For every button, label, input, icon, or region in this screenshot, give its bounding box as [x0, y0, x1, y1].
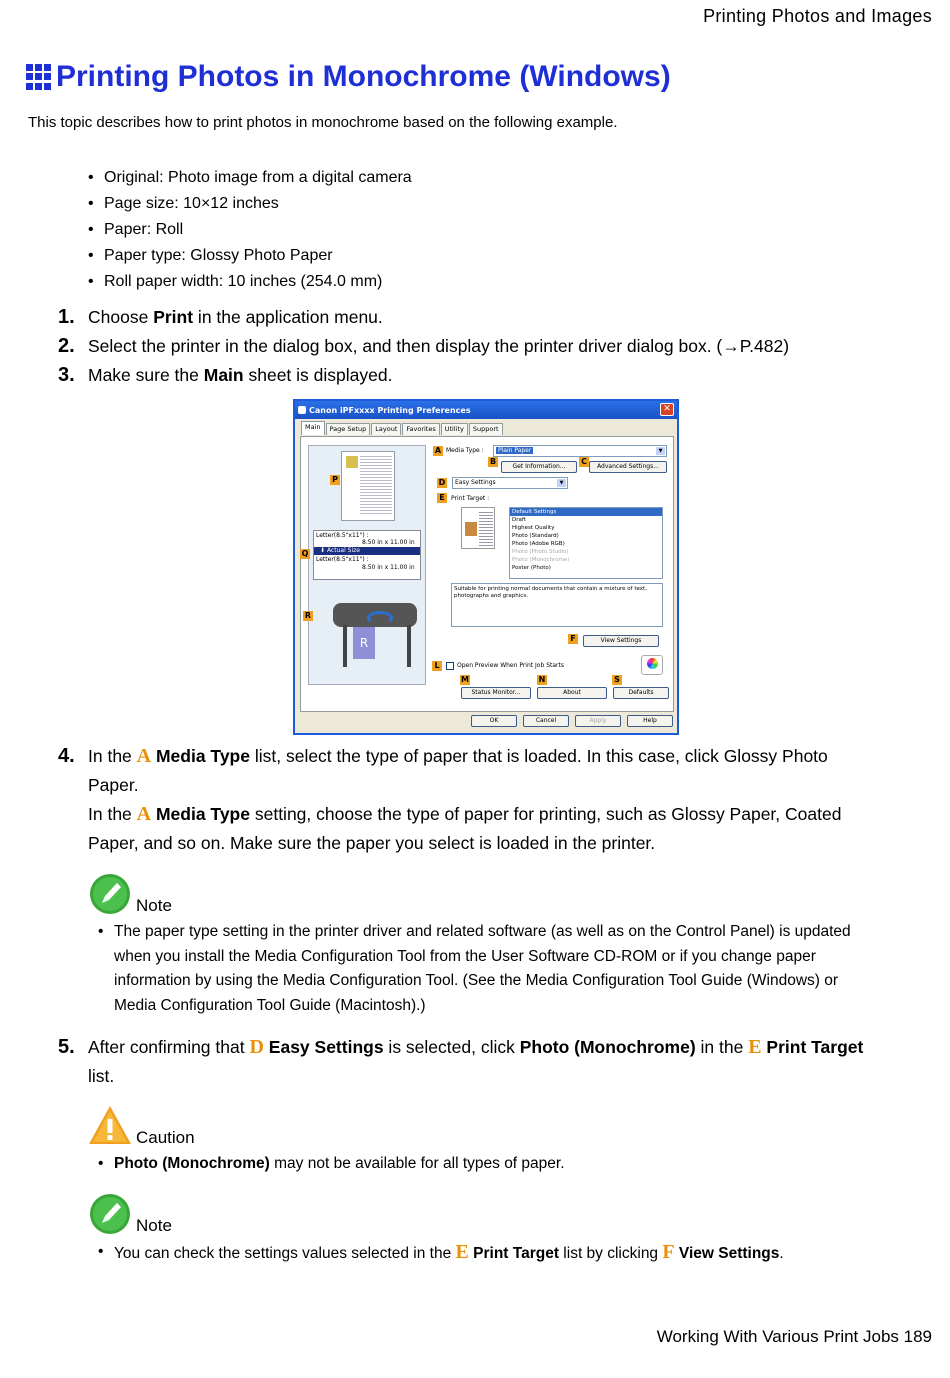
printer-illustration: R: [323, 597, 419, 669]
label-d: D: [438, 478, 446, 487]
color-wheel-icon[interactable]: [641, 655, 663, 675]
step-2: [58, 332, 928, 361]
print-target-label: Print Target :: [451, 495, 490, 502]
warning-icon: [88, 1104, 132, 1148]
note-item: • The paper type setting in the printer driver and related software (as well as on the Control Panel) is updated when you install the Media Configuration Tool from the User Software CD-ROM or if you change paper information by using the Media Configuration Tool. (See the Media Configuration Tool Guide (Windows) or Media Configuration Tool Guide (Macintosh).): [98, 923, 851, 1014]
step-number: 4.: [58, 745, 75, 767]
callout-letter: A: [136, 745, 152, 767]
note-block: [88, 1190, 874, 1267]
size-value: 8.50 in x 11.00 in: [362, 564, 415, 571]
media-type-label: Media Type :: [446, 447, 484, 454]
label-b: B: [489, 457, 497, 466]
list-item[interactable]: Draft: [512, 517, 526, 523]
printing-preferences-dialog: [293, 399, 679, 735]
caution-block: [88, 1102, 874, 1177]
step-text: Make sure the: [88, 365, 204, 385]
step-number: 3.: [58, 364, 75, 386]
open-preview-checkbox[interactable]: [446, 662, 454, 670]
list-item: • Paper type: Glossy Photo Paper: [88, 246, 412, 272]
callout-letter: E: [455, 1241, 469, 1263]
label-f: F: [568, 634, 578, 644]
get-information-button[interactable]: Get Information...: [501, 461, 577, 473]
note-block: [88, 870, 874, 1018]
step-1: [58, 303, 868, 332]
size-label: Letter(8.5"x11") :: [316, 556, 369, 563]
grid-icon: [26, 64, 52, 90]
list-item: • Original: Photo image from a digital camera: [88, 168, 412, 194]
tab-main[interactable]: Main: [301, 421, 325, 435]
label-q: Q: [301, 549, 309, 558]
defaults-button[interactable]: Defaults: [613, 687, 669, 699]
step-text: in the application menu.: [193, 307, 383, 327]
about-button[interactable]: About: [537, 687, 607, 699]
list-item[interactable]: Poster (Photo): [512, 565, 551, 571]
running-footer: Working With Various Print Jobs 189: [656, 1327, 932, 1346]
target-thumbnail: [461, 507, 495, 549]
printer-icon: [298, 406, 306, 414]
chevron-down-icon: ▼: [656, 447, 665, 455]
step-5: 5. After confirming that D Easy Settings is selected, click Photo (Monochrome) in the E Print Target list.: [58, 1033, 868, 1091]
page-title-row: [26, 60, 671, 94]
print-target-list[interactable]: [509, 507, 663, 579]
step-paragraph: In the A Media Type setting, choose the type of paper for printing, such as Glossy Paper, Coated Paper, and so on. Make sure the paper you select is loaded in the printer.: [88, 803, 842, 853]
note-label: Note: [136, 896, 172, 915]
list-item[interactable]: Photo (Standard): [512, 533, 559, 539]
note-item: • You can check the settings values selected in the E Print Target list by clicking F View Settings.: [98, 1241, 784, 1263]
size-label: Letter(8.5"x11") :: [316, 532, 369, 539]
cancel-button[interactable]: Cancel: [523, 715, 569, 727]
step-text: Select the printer in the dialog box, and then display the printer driver dialog box. (→P.482): [88, 336, 790, 356]
step-4: [58, 742, 868, 858]
list-item: • Page size: 10×12 inches: [88, 194, 412, 220]
list-item: • Roll paper width: 10 inches (254.0 mm): [88, 272, 412, 298]
step-number: 1.: [58, 306, 75, 328]
step-number: 5.: [58, 1036, 75, 1058]
note-label: Note: [136, 1216, 172, 1235]
size-info-box: [313, 530, 421, 580]
list-item[interactable]: Default Settings: [510, 508, 662, 516]
main-panel: [300, 436, 674, 712]
help-button[interactable]: Help: [627, 715, 673, 727]
dialog-titlebar: [295, 401, 677, 419]
pencil-note-icon: [88, 872, 132, 916]
list-item[interactable]: Highest Quality: [512, 525, 555, 531]
step-paragraph: In the A Media Type list, select the type of paper that is loaded. In this case, click Glossy Photo Paper.: [88, 745, 828, 795]
tab-layout[interactable]: Layout: [371, 423, 401, 435]
tab-page-setup[interactable]: Page Setup: [326, 423, 371, 435]
label-e: E: [437, 493, 447, 503]
list-item[interactable]: Photo (Monochrome): [512, 557, 570, 563]
caution-label: Caution: [136, 1128, 195, 1147]
close-icon[interactable]: ✕: [660, 403, 674, 416]
view-settings-button[interactable]: View Settings: [583, 635, 659, 647]
list-item[interactable]: Photo (Adobe RGB): [512, 541, 565, 547]
label-l: L: [432, 661, 442, 671]
step-text: sheet is displayed.: [243, 365, 393, 385]
step-number: 2.: [58, 335, 75, 357]
label-s: S: [612, 675, 622, 685]
label-p: P: [330, 475, 340, 485]
step-keyword: Print: [153, 307, 194, 327]
dialog-tabs: [301, 423, 504, 435]
label-r: R: [304, 611, 312, 620]
callout-letter: A: [136, 803, 152, 825]
running-header: Printing Photos and Images: [703, 6, 932, 26]
callout-letter: E: [748, 1036, 762, 1058]
pencil-note-icon: [88, 1192, 132, 1236]
open-preview-label: Open Preview When Print Job Starts: [457, 662, 564, 669]
callout-letter: F: [662, 1241, 675, 1263]
tab-utility[interactable]: Utility: [441, 423, 468, 435]
list-item: • Paper: Roll: [88, 220, 412, 246]
chevron-down-icon: ▼: [557, 479, 566, 487]
ok-button[interactable]: OK: [471, 715, 517, 727]
description-box: Suitable for printing normal documents that contain a mixture of text, photographs and graphics.: [451, 583, 663, 627]
apply-button[interactable]: Apply: [575, 715, 621, 727]
step-3: [58, 361, 868, 390]
page-preview: [341, 451, 395, 521]
callout-letter: D: [249, 1036, 264, 1058]
media-type-select[interactable]: Plain Paper ▼: [493, 445, 667, 457]
dialog-title: Canon iPFxxxx Printing Preferences: [309, 405, 471, 415]
easy-settings-select[interactable]: Easy Settings ▼: [452, 477, 568, 489]
example-list: [88, 168, 412, 298]
caution-item: • Photo (Monochrome) may not be available for all types of paper.: [98, 1155, 565, 1172]
tab-support[interactable]: Support: [469, 423, 503, 435]
label-n: N: [538, 675, 546, 684]
step-keyword: Main: [203, 365, 244, 385]
list-item[interactable]: Photo (Photo Studio): [512, 549, 569, 555]
label-c: C: [579, 457, 589, 467]
advanced-settings-button[interactable]: Advanced Settings...: [589, 461, 667, 473]
step-text: Choose: [88, 307, 154, 327]
intro-text: This topic describes how to print photos in monochrome based on the following example.: [28, 114, 618, 131]
page-title: Printing Photos in Monochrome (Windows): [56, 60, 671, 93]
size-value: 8.50 in x 11.00 in: [362, 539, 415, 546]
status-monitor-button[interactable]: Status Monitor...: [461, 687, 531, 699]
tab-favorites[interactable]: Favorites: [402, 423, 439, 435]
label-a: A: [434, 446, 442, 455]
label-m: M: [461, 675, 469, 684]
actual-size-bar: ⬇ Actual Size: [314, 547, 420, 555]
